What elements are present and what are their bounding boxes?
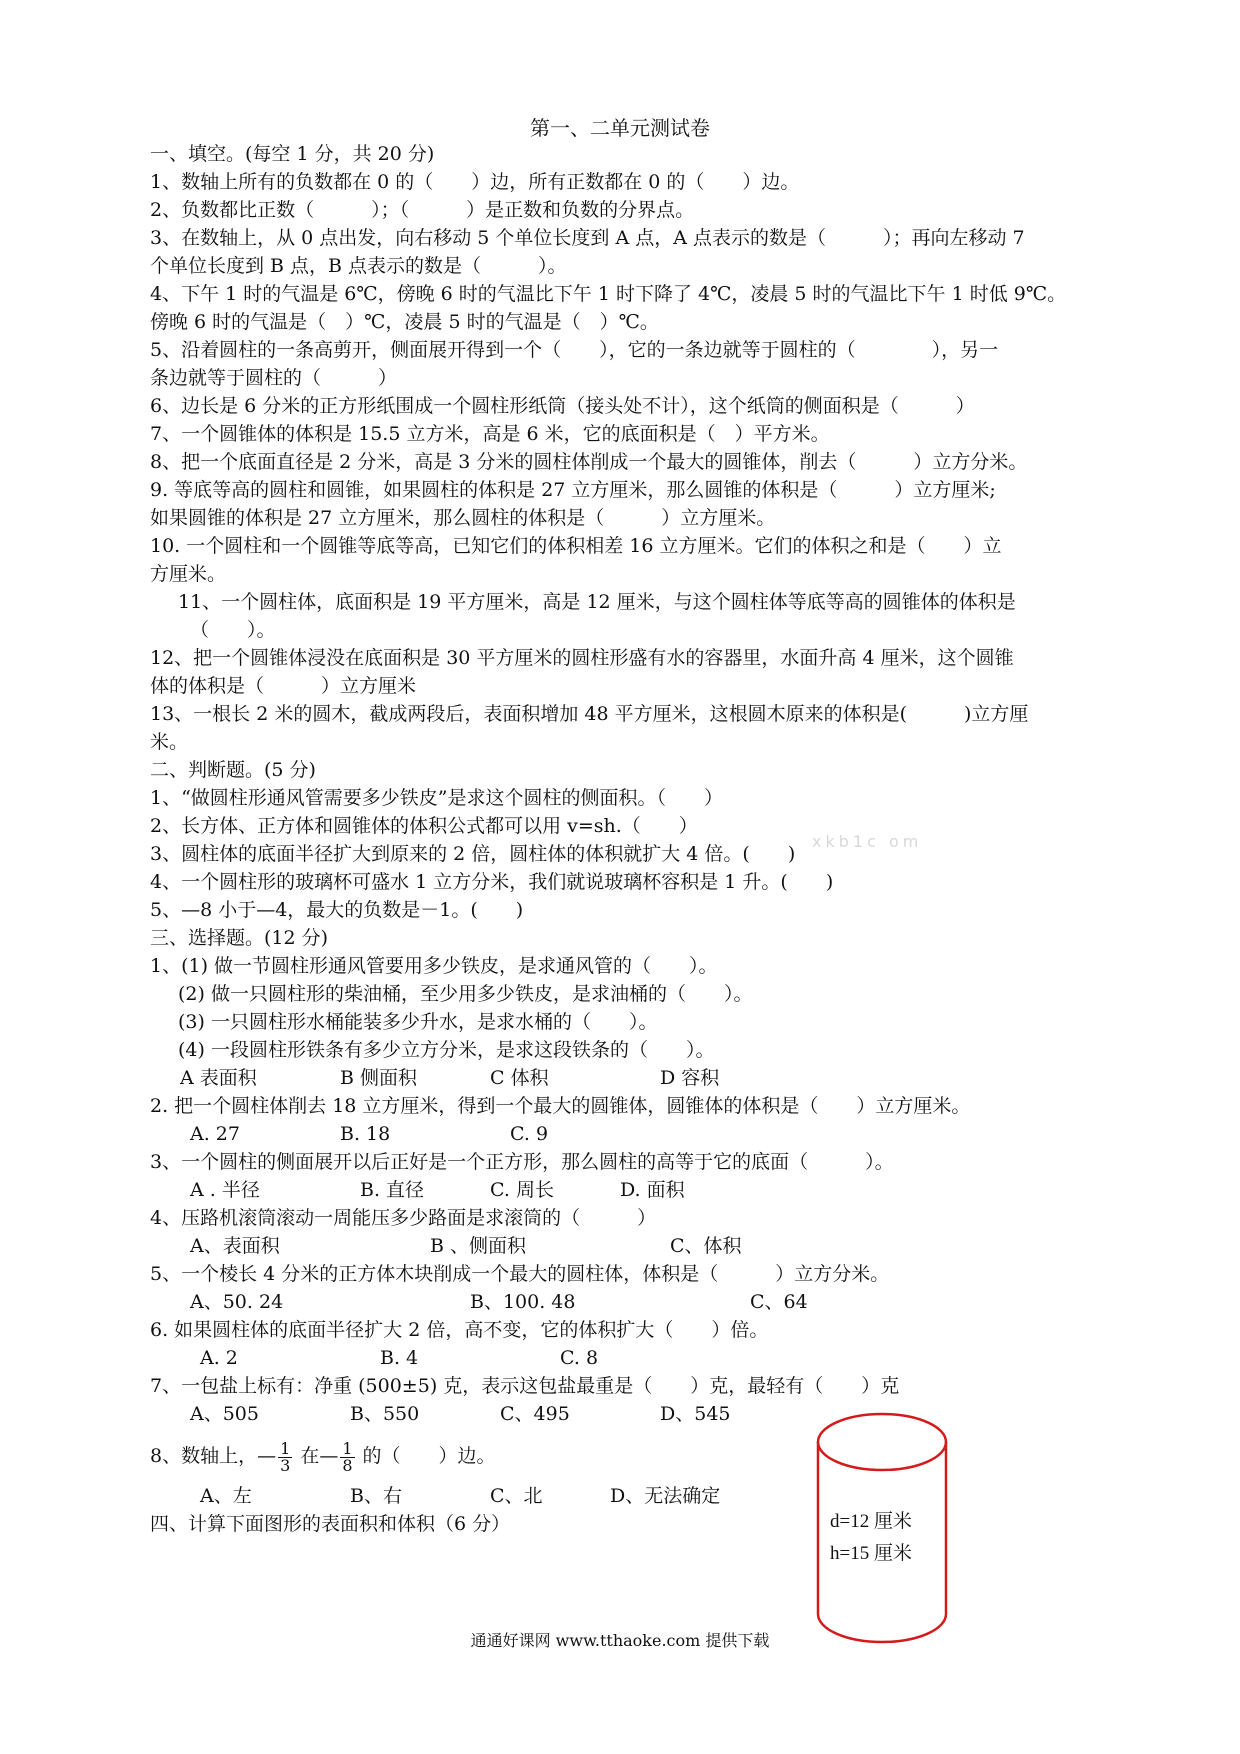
option: C、北 (490, 1485, 543, 1507)
option: D、545 (660, 1403, 731, 1425)
height-label: h=15 厘米 (830, 1543, 912, 1564)
question-line: 1、数轴上所有的负数都在 0 的（ ）边，所有正数都在 0 的（ ）边。 (150, 171, 800, 193)
option: C. 9 (510, 1123, 549, 1145)
question-line: 5、一个棱长 4 分米的正方体木块削成一个最大的圆柱体，体积是（ ）立方分米。 (150, 1263, 890, 1285)
section-heading: 一、填空。(每空 1 分，共 20 分) (150, 143, 435, 165)
option: A、左 (200, 1485, 252, 1507)
question-line: (4) 一段圆柱形铁条有多少立方分米，是求这段铁条的（ ）。 (178, 1039, 715, 1061)
option: C. 周长 (490, 1179, 554, 1201)
fraction (340, 1438, 354, 1475)
question-line: 10. 一个圆柱和一个圆锥等底等高，已知它们的体积相差 16 立方厘米。它们的体积之和是（ ）立 (150, 535, 1002, 557)
watermark-text: xkb1c om (812, 832, 923, 851)
q8-text: 的（ ）边。 (356, 1445, 496, 1467)
question-line: 6. 如果圆柱体的底面半径扩大 2 倍，高不变，它的体积扩大（ ）倍。 (150, 1319, 769, 1341)
question-line: 9. 等底等高的圆柱和圆锥，如果圆柱的体积是 27 立方厘米，那么圆锥的体积是（ ）立方厘米; (150, 479, 996, 501)
question-line: 6、边长是 6 分米的正方形纸围成一个圆柱形纸筒（接头处不计），这个纸筒的侧面积是（ ） (150, 395, 975, 417)
option: B. 直径 (360, 1179, 425, 1201)
question-line: 方厘米。 (150, 563, 227, 585)
option: C 体积 (490, 1067, 549, 1089)
option-row (150, 1120, 1130, 1148)
question-line: 米。 (150, 731, 189, 753)
exam-content (150, 140, 1130, 1538)
option: D 容积 (660, 1067, 720, 1089)
option: A. 27 (190, 1123, 240, 1145)
option: C、495 (500, 1403, 570, 1425)
diameter-label: d=12 厘米 (830, 1511, 912, 1532)
fraction-denominator: 8 (342, 1455, 353, 1475)
q8-text: 8、数轴上，— (150, 1445, 277, 1467)
question-line: 3、圆柱体的底面半径扩大到原来的 2 倍，圆柱体的体积就扩大 4 倍。( ) (150, 843, 796, 865)
question-line: 4、下午 1 时的气温是 6℃，傍晚 6 时的气温比下午 1 时下降了 4℃，凌晨 5 时的气温比下午 1 时低 9℃。 (150, 283, 1067, 305)
question-line: 1、“做圆柱形通风管需要多少铁皮”是求这个圆柱的侧面积。（ ） (150, 787, 724, 809)
question-line: 2. 把一个圆柱体削去 18 立方厘米，得到一个最大的圆锥体，圆锥体的体积是（ ）立方厘米。 (150, 1095, 971, 1117)
option: A 表面积 (180, 1067, 257, 1089)
option-row (150, 1344, 1130, 1372)
page-title: 第一、二单元测试卷 (530, 116, 710, 140)
option: C. 8 (560, 1347, 599, 1369)
question-line: 5、—8 小于—4，最大的负数是－1。( ) (150, 899, 524, 921)
option: B. 4 (380, 1347, 419, 1369)
footer-source: 通通好课网 www.tthaoke.com 提供下载 (470, 1631, 770, 1650)
option: B 侧面积 (340, 1067, 418, 1089)
question-line: (2) 做一只圆柱形的柴油桶，至少用多少铁皮，是求油桶的（ ）。 (178, 983, 753, 1005)
section-heading: 四、计算下面图形的表面积和体积（6 分） (150, 1513, 511, 1535)
question-line: 条边就等于圆柱的（ ） (150, 367, 398, 389)
option: D. 面积 (620, 1179, 685, 1201)
fraction-numerator: 1 (280, 1438, 291, 1458)
question-line: 13、一根长 2 米的圆木，截成两段后，表面积增加 48 平方厘米，这根圆木原来的体积是( )立方厘 (150, 703, 1029, 725)
option-row (150, 1288, 1130, 1316)
question-line: 7、一包盐上标有：净重 (500±5) 克，表示这包盐最重是（ ）克，最轻有（ ）克 (150, 1375, 900, 1397)
question-line: （ ）。 (190, 619, 276, 641)
option-row (150, 1400, 1130, 1428)
question-line: 1、(1) 做一节圆柱形通风管要用多少铁皮，是求通风管的（ ）。 (150, 955, 718, 977)
option: D、无法确定 (610, 1485, 721, 1507)
question-line: 2、负数都比正数（ ）；（ ）是正数和负数的分界点。 (150, 199, 695, 221)
option: B、右 (350, 1485, 402, 1507)
section-heading: 二、判断题。(5 分) (150, 759, 316, 781)
question-line: 4、一个圆柱形的玻璃杯可盛水 1 立方分米，我们就说玻璃杯容积是 1 升。( ) (150, 871, 834, 893)
fraction-numerator: 1 (342, 1438, 353, 1458)
option: A . 半径 (190, 1179, 260, 1201)
question-line: 11、一个圆柱体，底面积是 19 平方厘米，高是 12 厘米，与这个圆柱体等底等高的圆锥体的体积是 (178, 591, 1016, 613)
question-line: 7、一个圆锥体的体积是 15.5 立方米，高是 6 米，它的底面积是（ ）平方米。 (150, 423, 830, 445)
option-row (150, 1232, 1130, 1260)
question-line: 个单位长度到 B 点，B 点表示的数是（ ）。 (150, 255, 567, 277)
option: A、表面积 (190, 1235, 280, 1257)
option: B、100. 48 (470, 1291, 576, 1313)
section-heading: 三、选择题。(12 分) (150, 927, 329, 949)
option: A、50. 24 (190, 1291, 284, 1313)
option: A、505 (190, 1403, 259, 1425)
question-line: 3、在数轴上，从 0 点出发，向右移动 5 个单位长度到 A 点，A 点表示的数是（ ）；再向左移动 7 (150, 227, 1025, 249)
question-line: 8、把一个底面直径是 2 分米，高是 3 分米的圆柱体削成一个最大的圆锥体，削去（ ）立方分米。 (150, 451, 1028, 473)
fraction-denominator: 3 (280, 1455, 291, 1475)
option: C、体积 (670, 1235, 742, 1257)
q8-text: 在— (294, 1445, 339, 1467)
option: B. 18 (340, 1123, 391, 1145)
fraction (278, 1438, 292, 1475)
option-row (150, 1482, 1130, 1510)
question-line: 12、把一个圆锥体浸没在底面积是 30 平方厘米的圆柱形盛有水的容器里，水面升高 4 厘米，这个圆锥 (150, 647, 1014, 669)
option-row (150, 1064, 1130, 1092)
question-line: 3、一个圆柱的侧面展开以后正好是一个正方形，那么圆柱的高等于它的底面（ ）。 (150, 1151, 894, 1173)
question-line: 5、沿着圆柱的一条高剪开，侧面展开得到一个（ ），它的一条边就等于圆柱的（ ），另一 (150, 339, 999, 361)
question-line: 如果圆锥的体积是 27 立方厘米，那么圆柱的体积是（ ）立方厘米。 (150, 507, 776, 529)
option: A. 2 (200, 1347, 238, 1369)
cylinder-top (818, 1414, 946, 1470)
option: C、64 (750, 1291, 808, 1313)
option: B、550 (350, 1403, 420, 1425)
question-line: (3) 一只圆柱形水桶能装多少升水，是求水桶的（ ）。 (178, 1011, 658, 1033)
question-line: 体的体积是（ ）立方厘米 (150, 675, 417, 697)
question-line: 傍晚 6 时的气温是（ ）℃，凌晨 5 时的气温是（ ）℃。 (150, 311, 659, 333)
question-line: 4、压路机滚筒滚动一周能压多少路面是求滚筒的（ ） (150, 1207, 657, 1229)
option: B 、侧面积 (430, 1235, 527, 1257)
question-line: 2、长方体、正方体和圆锥体的体积公式都可以用 v=sh.（ ） (150, 815, 698, 837)
option-row (150, 1176, 1130, 1204)
question-line (150, 1438, 1130, 1474)
